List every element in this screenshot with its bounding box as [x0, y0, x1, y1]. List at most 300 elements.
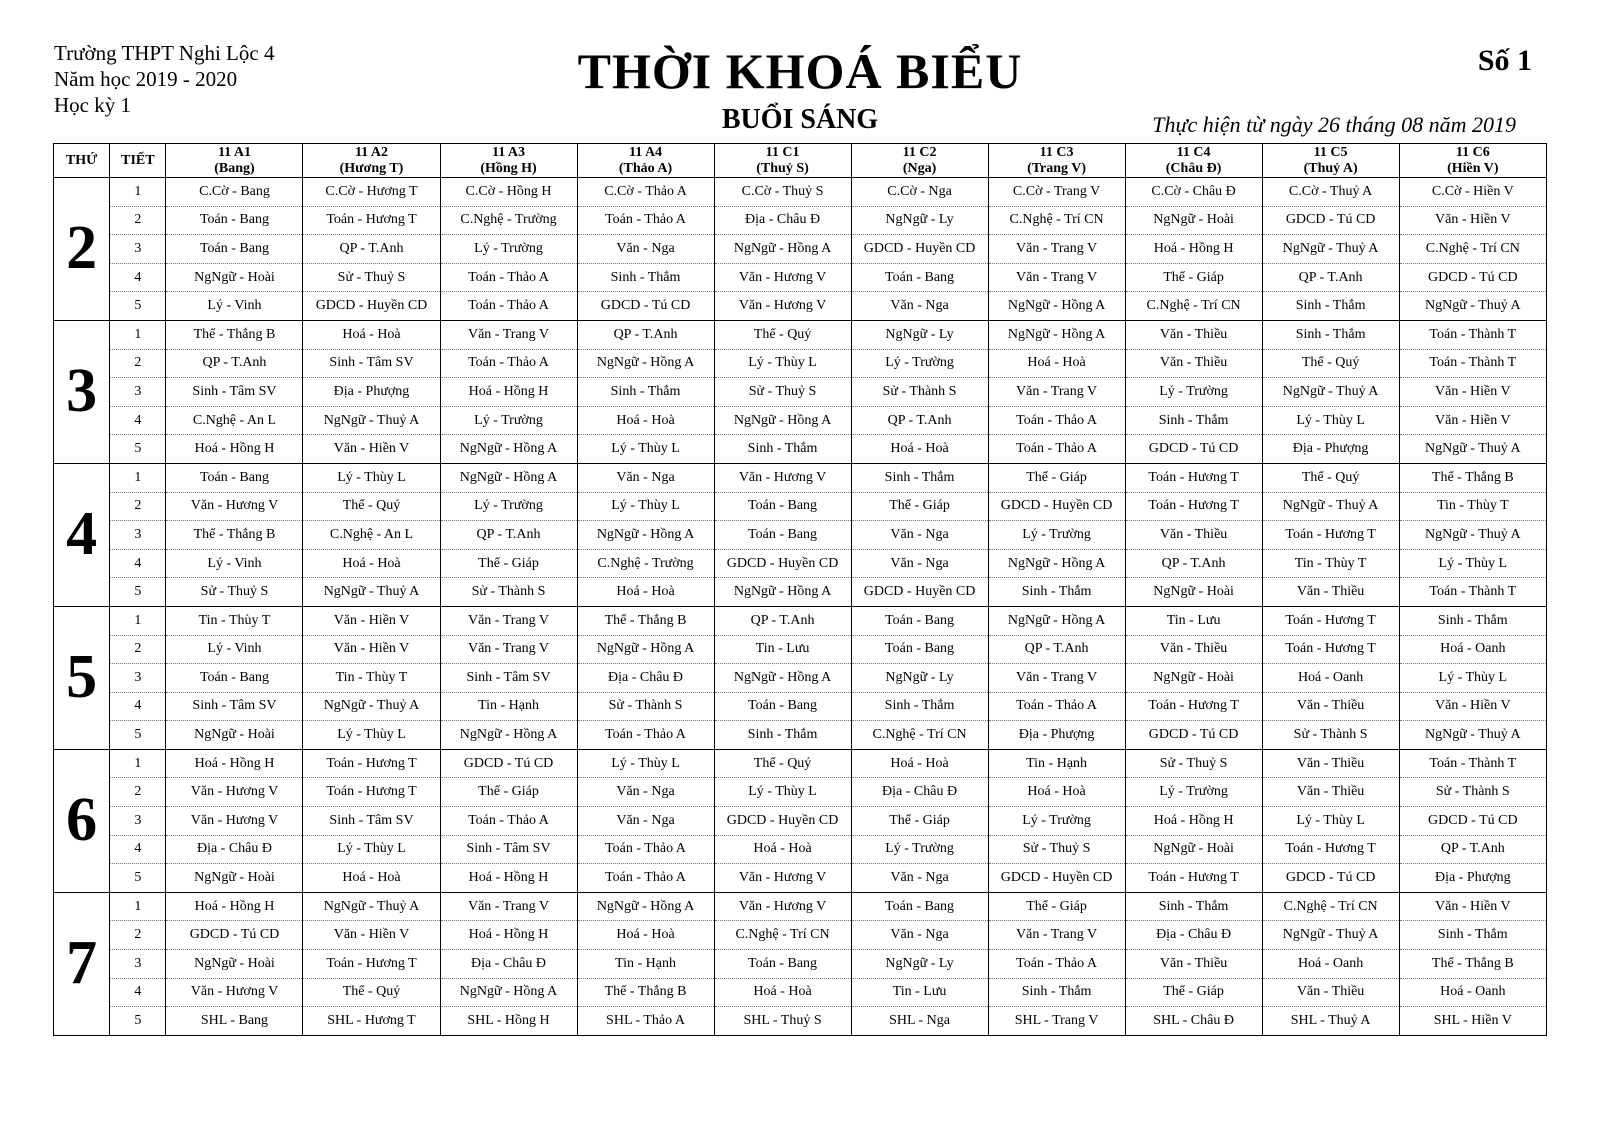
lesson-cell: SHL - Hồng H [440, 1007, 577, 1036]
lesson-cell: Sinh - Thắm [577, 263, 714, 292]
lesson-cell: Lý - Thùy L [1262, 406, 1399, 435]
lesson-cell: NgNgữ - Hoài [166, 721, 303, 750]
lesson-cell: GDCD - Huyền CD [851, 578, 988, 607]
lesson-cell: Toán - Bang [714, 492, 851, 521]
lesson-cell: Lý - Trường [1125, 378, 1262, 407]
lesson-cell: NgNgữ - Ly [851, 206, 988, 235]
day-cell: 7 [54, 892, 110, 1035]
lesson-cell: NgNgữ - Hồng A [988, 606, 1125, 635]
lesson-cell: NgNgữ - Hồng A [714, 235, 851, 264]
lesson-cell: Sinh - Thắm [1262, 292, 1399, 321]
lesson-cell: Văn - Hiền V [1399, 406, 1546, 435]
effective-date: Thực hiện từ ngày 26 tháng 08 năm 2019 [1152, 112, 1516, 137]
lesson-cell: Văn - Hiền V [303, 606, 440, 635]
lesson-cell: Toán - Hương T [303, 206, 440, 235]
lesson-cell: Thể - Quý [303, 492, 440, 521]
lesson-cell: Sinh - Tâm SV [303, 349, 440, 378]
lesson-cell: GDCD - Tú CD [1399, 263, 1546, 292]
lesson-cell: Văn - Nga [851, 921, 988, 950]
lesson-cell: Văn - Hương V [714, 892, 851, 921]
lesson-cell: Toán - Hương T [1125, 864, 1262, 893]
lesson-cell: C.Cờ - Trang V [988, 178, 1125, 207]
lesson-cell: Sử - Thành S [440, 578, 577, 607]
lesson-cell: Lý - Vinh [166, 292, 303, 321]
lesson-cell: Toán - Hương T [1125, 463, 1262, 492]
lesson-cell: SHL - Thảo A [577, 1007, 714, 1036]
lesson-cell: Địa - Phượng [1262, 435, 1399, 464]
period-cell: 4 [110, 406, 166, 435]
lesson-cell: NgNgữ - Thuỷ A [1262, 921, 1399, 950]
lesson-cell: Hoá - Hoà [988, 778, 1125, 807]
table-row [54, 692, 1547, 721]
lesson-cell: Văn - Thiều [1262, 578, 1399, 607]
period-cell: 2 [110, 492, 166, 521]
lesson-cell: Lý - Thùy L [1262, 807, 1399, 836]
lesson-cell: C.Cờ - Hương T [303, 178, 440, 207]
period-cell: 1 [110, 320, 166, 349]
lesson-cell: Văn - Hiền V [303, 435, 440, 464]
lesson-cell: NgNgữ - Hồng A [988, 292, 1125, 321]
lesson-cell: C.Cờ - Châu Đ [1125, 178, 1262, 207]
lesson-cell: C.Nghệ - Trí CN [988, 206, 1125, 235]
lesson-cell: Sử - Thành S [851, 378, 988, 407]
timetable-body [54, 178, 1547, 1036]
period-cell: 3 [110, 950, 166, 979]
table-row [54, 263, 1547, 292]
lesson-cell: Sinh - Thắm [988, 978, 1125, 1007]
lesson-cell: NgNgữ - Thuỷ A [1399, 292, 1546, 321]
lesson-cell: Sinh - Thắm [577, 378, 714, 407]
lesson-cell: C.Nghệ - Trường [440, 206, 577, 235]
lesson-cell: SHL - Thuỷ A [1262, 1007, 1399, 1036]
period-cell: 3 [110, 378, 166, 407]
lesson-cell: Lý - Thùy L [303, 721, 440, 750]
lesson-cell: GDCD - Huyền CD [303, 292, 440, 321]
lesson-cell: Hoá - Hồng H [166, 749, 303, 778]
lesson-cell: NgNgữ - Hồng A [440, 721, 577, 750]
lesson-cell: Sinh - Thắm [714, 435, 851, 464]
lesson-cell: Sinh - Thắm [1125, 892, 1262, 921]
lesson-cell: Lý - Thùy L [1399, 549, 1546, 578]
table-row [54, 1007, 1547, 1036]
lesson-cell: NgNgữ - Hồng A [988, 320, 1125, 349]
lesson-cell: Sinh - Thắm [851, 692, 988, 721]
lesson-cell: Lý - Trường [1125, 778, 1262, 807]
day-cell: 6 [54, 749, 110, 892]
lesson-cell: C.Nghệ - An L [303, 521, 440, 550]
lesson-cell: NgNgữ - Hồng A [714, 664, 851, 693]
table-row [54, 950, 1547, 979]
lesson-cell: Sinh - Thắm [1125, 406, 1262, 435]
lesson-cell: SHL - Nga [851, 1007, 988, 1036]
table-row [54, 406, 1547, 435]
lesson-cell: Thể - Thắng B [577, 606, 714, 635]
table-row [54, 292, 1547, 321]
lesson-cell: Toán - Thảo A [577, 864, 714, 893]
day-cell: 4 [54, 463, 110, 606]
lesson-cell: Sử - Thành S [577, 692, 714, 721]
lesson-cell: Lý - Thùy L [1399, 664, 1546, 693]
lesson-cell: NgNgữ - Thuỷ A [303, 692, 440, 721]
lesson-cell: Văn - Hương V [714, 292, 851, 321]
lesson-cell: Sinh - Tâm SV [166, 378, 303, 407]
table-row [54, 549, 1547, 578]
lesson-cell: Sinh - Thắm [1399, 921, 1546, 950]
lesson-cell: NgNgữ - Ly [851, 664, 988, 693]
lesson-cell: GDCD - Tú CD [1125, 721, 1262, 750]
lesson-cell: Toán - Thành T [1399, 749, 1546, 778]
lesson-cell: Tin - Lưu [851, 978, 988, 1007]
lesson-cell: Sinh - Tâm SV [166, 692, 303, 721]
lesson-cell: Văn - Trang V [440, 320, 577, 349]
lesson-cell: Thể - Thắng B [1399, 463, 1546, 492]
lesson-cell: Lý - Trường [851, 835, 988, 864]
lesson-cell: Văn - Hương V [714, 463, 851, 492]
lesson-cell: QP - T.Anh [440, 521, 577, 550]
lesson-cell: Toán - Hương T [1125, 492, 1262, 521]
table-row [54, 178, 1547, 207]
lesson-cell: Văn - Trang V [988, 263, 1125, 292]
period-cell: 4 [110, 692, 166, 721]
period-cell: 5 [110, 1007, 166, 1036]
lesson-cell: Toán - Bang [851, 606, 988, 635]
lesson-cell: GDCD - Huyền CD [988, 864, 1125, 893]
lesson-cell: Văn - Hương V [166, 778, 303, 807]
period-cell: 4 [110, 978, 166, 1007]
table-row [54, 921, 1547, 950]
lesson-cell: Địa - Châu Đ [440, 950, 577, 979]
lesson-cell: Văn - Trang V [988, 921, 1125, 950]
lesson-cell: Thể - Giáp [988, 463, 1125, 492]
lesson-cell: Tin - Thùy T [1262, 549, 1399, 578]
lesson-cell: SHL - Bang [166, 1007, 303, 1036]
lesson-cell: Hoá - Hoà [988, 349, 1125, 378]
lesson-cell: Văn - Trang V [440, 892, 577, 921]
lesson-cell: SHL - Hương T [303, 1007, 440, 1036]
lesson-cell: Văn - Nga [851, 549, 988, 578]
lesson-cell: Lý - Thùy L [303, 835, 440, 864]
lesson-cell: Hoá - Hoà [577, 578, 714, 607]
lesson-cell: QP - T.Anh [851, 406, 988, 435]
lesson-cell: Toán - Thành T [1399, 349, 1546, 378]
lesson-cell: Toán - Thảo A [440, 292, 577, 321]
period-cell: 2 [110, 921, 166, 950]
lesson-cell: NgNgữ - Hoài [1125, 835, 1262, 864]
lesson-cell: Toán - Bang [166, 664, 303, 693]
period-cell: 5 [110, 578, 166, 607]
lesson-cell: NgNgữ - Hoài [1125, 578, 1262, 607]
lesson-cell: Hoá - Oanh [1262, 664, 1399, 693]
lesson-cell: Văn - Thiều [1125, 950, 1262, 979]
lesson-cell: NgNgữ - Hồng A [577, 635, 714, 664]
period-cell: 4 [110, 835, 166, 864]
lesson-cell: Văn - Nga [577, 807, 714, 836]
period-cell: 1 [110, 606, 166, 635]
period-cell: 5 [110, 292, 166, 321]
lesson-cell: Thể - Giáp [851, 492, 988, 521]
lesson-cell: Sử - Thành S [1399, 778, 1546, 807]
lesson-cell: Địa - Châu Đ [851, 778, 988, 807]
lesson-cell: Hoá - Hoà [303, 549, 440, 578]
lesson-cell: Văn - Hương V [166, 807, 303, 836]
class-column-header: 11 C4 (Châu Đ) [1125, 144, 1262, 178]
lesson-cell: Toán - Bang [851, 635, 988, 664]
lesson-cell: GDCD - Tú CD [440, 749, 577, 778]
lesson-cell: Lý - Trường [440, 406, 577, 435]
lesson-cell: NgNgữ - Thuỷ A [303, 892, 440, 921]
period-column-header: TIẾT [110, 144, 166, 178]
period-cell: 3 [110, 664, 166, 693]
lesson-cell: Văn - Hiền V [1399, 206, 1546, 235]
lesson-cell: Lý - Thùy L [577, 492, 714, 521]
lesson-cell: Thể - Thắng B [166, 320, 303, 349]
lesson-cell: NgNgữ - Hồng A [714, 406, 851, 435]
lesson-cell: Tin - Thùy T [166, 606, 303, 635]
lesson-cell: GDCD - Huyền CD [714, 807, 851, 836]
lesson-cell: Văn - Nga [851, 864, 988, 893]
lesson-cell: Tin - Lưu [714, 635, 851, 664]
lesson-cell: C.Cờ - Hiền V [1399, 178, 1546, 207]
lesson-cell: Văn - Hiền V [303, 921, 440, 950]
lesson-cell: Hoá - Oanh [1262, 950, 1399, 979]
lesson-cell: GDCD - Huyền CD [714, 549, 851, 578]
lesson-cell: SHL - Thuỷ S [714, 1007, 851, 1036]
lesson-cell: GDCD - Huyền CD [851, 235, 988, 264]
lesson-cell: Văn - Nga [577, 463, 714, 492]
lesson-cell: Thể - Giáp [440, 778, 577, 807]
lesson-cell: Văn - Thiều [1125, 349, 1262, 378]
lesson-cell: Hoá - Hồng H [1125, 807, 1262, 836]
day-cell: 5 [54, 606, 110, 749]
class-column-header: 11 A4 (Thảo A) [577, 144, 714, 178]
lesson-cell: Văn - Hiền V [1399, 378, 1546, 407]
class-column-header: 11 C1 (Thuỷ S) [714, 144, 851, 178]
lesson-cell: C.Nghệ - Trí CN [714, 921, 851, 950]
lesson-cell: Hoá - Hoà [303, 864, 440, 893]
period-cell: 3 [110, 521, 166, 550]
lesson-cell: Thể - Giáp [440, 549, 577, 578]
period-cell: 3 [110, 807, 166, 836]
period-cell: 1 [110, 178, 166, 207]
lesson-cell: GDCD - Tú CD [1262, 206, 1399, 235]
lesson-cell: Tin - Hạnh [440, 692, 577, 721]
lesson-cell: Thể - Quý [1262, 463, 1399, 492]
lesson-cell: C.Cờ - Bang [166, 178, 303, 207]
lesson-cell: NgNgữ - Thuỷ A [1399, 435, 1546, 464]
lesson-cell: Sinh - Tâm SV [303, 807, 440, 836]
lesson-cell: Hoá - Hồng H [166, 435, 303, 464]
lesson-cell: Lý - Thùy L [714, 778, 851, 807]
period-cell: 5 [110, 864, 166, 893]
lesson-cell: Toán - Thảo A [988, 950, 1125, 979]
lesson-cell: GDCD - Tú CD [1262, 864, 1399, 893]
day-cell: 3 [54, 320, 110, 463]
lesson-cell: Thể - Quý [714, 749, 851, 778]
lesson-cell: Toán - Hương T [1262, 606, 1399, 635]
class-column-header: 11 A1 (Bang) [166, 144, 303, 178]
table-row [54, 978, 1547, 1007]
table-row [54, 578, 1547, 607]
lesson-cell: Sinh - Thắm [851, 463, 988, 492]
lesson-cell: Địa - Châu Đ [714, 206, 851, 235]
lesson-cell: Sinh - Thắm [1399, 606, 1546, 635]
lesson-cell: Hoá - Hồng H [166, 892, 303, 921]
table-row [54, 378, 1547, 407]
lesson-cell: NgNgữ - Hồng A [577, 349, 714, 378]
lesson-cell: Toán - Thảo A [577, 206, 714, 235]
lesson-cell: NgNgữ - Hồng A [440, 463, 577, 492]
lesson-cell: GDCD - Tú CD [1399, 807, 1546, 836]
page-title: THỜI KHOÁ BIỂU [577, 43, 1023, 99]
lesson-cell: Hoá - Oanh [1399, 978, 1546, 1007]
period-cell: 5 [110, 435, 166, 464]
lesson-cell: C.Nghệ - An L [166, 406, 303, 435]
lesson-cell: Văn - Trang V [988, 235, 1125, 264]
lesson-cell: QP - T.Anh [714, 606, 851, 635]
lesson-cell: Toán - Thảo A [440, 807, 577, 836]
period-cell: 1 [110, 463, 166, 492]
lesson-cell: Lý - Trường [440, 235, 577, 264]
lesson-cell: SHL - Hiền V [1399, 1007, 1546, 1036]
lesson-cell: Hoá - Hoà [851, 749, 988, 778]
lesson-cell: NgNgữ - Thuỷ A [1399, 521, 1546, 550]
lesson-cell: Văn - Hương V [166, 978, 303, 1007]
lesson-cell: Sử - Thuỷ S [714, 378, 851, 407]
lesson-cell: Văn - Thiều [1262, 749, 1399, 778]
lesson-cell: C.Cờ - Thuỷ S [714, 178, 851, 207]
lesson-cell: Văn - Hương V [714, 864, 851, 893]
class-column-header: 11 C6 (Hiền V) [1399, 144, 1546, 178]
lesson-cell: Văn - Thiều [1262, 692, 1399, 721]
lesson-cell: C.Cờ - Thảo A [577, 178, 714, 207]
lesson-cell: NgNgữ - Thuỷ A [1262, 492, 1399, 521]
lesson-cell: Sinh - Thắm [1262, 320, 1399, 349]
lesson-cell: Toán - Hương T [303, 749, 440, 778]
lesson-cell: Thể - Thắng B [1399, 950, 1546, 979]
table-row [54, 835, 1547, 864]
lesson-cell: Toán - Bang [166, 206, 303, 235]
lesson-cell: Hoá - Hoà [303, 320, 440, 349]
lesson-cell: Sử - Thuỷ S [166, 578, 303, 607]
lesson-cell: NgNgữ - Hồng A [440, 978, 577, 1007]
lesson-cell: Văn - Trang V [440, 635, 577, 664]
lesson-cell: Sử - Thuỷ S [988, 835, 1125, 864]
table-row [54, 664, 1547, 693]
lesson-cell: Sinh - Thắm [988, 578, 1125, 607]
lesson-cell: GDCD - Tú CD [577, 292, 714, 321]
lesson-cell: Toán - Thảo A [988, 406, 1125, 435]
lesson-cell: Hoá - Hoà [577, 921, 714, 950]
table-row [54, 492, 1547, 521]
lesson-cell: Tin - Thùy T [303, 664, 440, 693]
table-row [54, 320, 1547, 349]
lesson-cell: Toán - Thảo A [577, 721, 714, 750]
period-cell: 2 [110, 635, 166, 664]
class-column-header: 11 C2 (Nga) [851, 144, 988, 178]
lesson-cell: Văn - Thiều [1125, 521, 1262, 550]
lesson-cell: QP - T.Anh [1125, 549, 1262, 578]
period-cell: 2 [110, 349, 166, 378]
table-row [54, 892, 1547, 921]
day-cell: 2 [54, 178, 110, 321]
lesson-cell: NgNgữ - Ly [851, 950, 988, 979]
lesson-cell: Toán - Thảo A [440, 263, 577, 292]
table-row [54, 635, 1547, 664]
lesson-cell: Toán - Hương T [1262, 521, 1399, 550]
lesson-cell: Hoá - Hoà [851, 435, 988, 464]
lesson-cell: Lý - Vinh [166, 635, 303, 664]
lesson-cell: Văn - Hiền V [1399, 692, 1546, 721]
lesson-cell: Tin - Lưu [1125, 606, 1262, 635]
lesson-cell: Hoá - Hồng H [440, 378, 577, 407]
lesson-cell: Toán - Thảo A [440, 349, 577, 378]
table-row [54, 721, 1547, 750]
lesson-cell: Văn - Thiều [1262, 778, 1399, 807]
lesson-cell: Địa - Phượng [988, 721, 1125, 750]
period-cell: 1 [110, 892, 166, 921]
lesson-cell: Sinh - Tâm SV [440, 835, 577, 864]
lesson-cell: Hoá - Hồng H [440, 921, 577, 950]
lesson-cell: Hoá - Hồng H [1125, 235, 1262, 264]
lesson-cell: Văn - Hiền V [1399, 892, 1546, 921]
lesson-cell: Toán - Thảo A [988, 692, 1125, 721]
lesson-cell: NgNgữ - Hoài [1125, 206, 1262, 235]
table-row [54, 521, 1547, 550]
lesson-cell: QP - T.Anh [303, 235, 440, 264]
lesson-cell: Văn - Thiều [1262, 978, 1399, 1007]
lesson-cell: Hoá - Hoà [577, 406, 714, 435]
lesson-cell: C.Nghệ - Trí CN [1262, 892, 1399, 921]
school-term: Học kỳ 1 [54, 93, 131, 117]
lesson-cell: NgNgữ - Hồng A [714, 578, 851, 607]
lesson-cell: Thể - Thắng B [577, 978, 714, 1007]
lesson-cell: Thể - Quý [303, 978, 440, 1007]
lesson-cell: Toán - Thảo A [577, 835, 714, 864]
lesson-cell: Tin - Hạnh [577, 950, 714, 979]
lesson-cell: Toán - Bang [166, 463, 303, 492]
lesson-cell: NgNgữ - Hồng A [577, 521, 714, 550]
table-row [54, 606, 1547, 635]
lesson-cell: GDCD - Tú CD [1125, 435, 1262, 464]
lesson-cell: Hoá - Hoà [714, 978, 851, 1007]
lesson-cell: Hoá - Hoà [714, 835, 851, 864]
lesson-cell: NgNgữ - Thuỷ A [1399, 721, 1546, 750]
lesson-cell: Lý - Thùy L [303, 463, 440, 492]
lesson-cell: Toán - Bang [714, 692, 851, 721]
lesson-cell: Văn - Thiều [1125, 320, 1262, 349]
lesson-cell: Hoá - Oanh [1399, 635, 1546, 664]
lesson-cell: Lý - Thùy L [714, 349, 851, 378]
lesson-cell: QP - T.Anh [1399, 835, 1546, 864]
lesson-cell: Tin - Thùy T [1399, 492, 1546, 521]
period-cell: 2 [110, 778, 166, 807]
lesson-cell: Toán - Hương T [1262, 635, 1399, 664]
lesson-cell: Văn - Hương V [714, 263, 851, 292]
lesson-cell: Văn - Nga [851, 521, 988, 550]
lesson-cell: Toán - Hương T [303, 950, 440, 979]
lesson-cell: Lý - Thùy L [577, 749, 714, 778]
lesson-cell: NgNgữ - Ly [851, 320, 988, 349]
lesson-cell: Lý - Trường [851, 349, 988, 378]
lesson-cell: C.Nghệ - Trí CN [1125, 292, 1262, 321]
class-column-header: 11 A2 (Hương T) [303, 144, 440, 178]
lesson-cell: Văn - Hương V [166, 492, 303, 521]
period-cell: 5 [110, 721, 166, 750]
lesson-cell: Sinh - Thắm [714, 721, 851, 750]
lesson-cell: Thể - Giáp [851, 807, 988, 836]
lesson-cell: NgNgữ - Hoài [166, 950, 303, 979]
lesson-cell: Toán - Hương T [1125, 692, 1262, 721]
